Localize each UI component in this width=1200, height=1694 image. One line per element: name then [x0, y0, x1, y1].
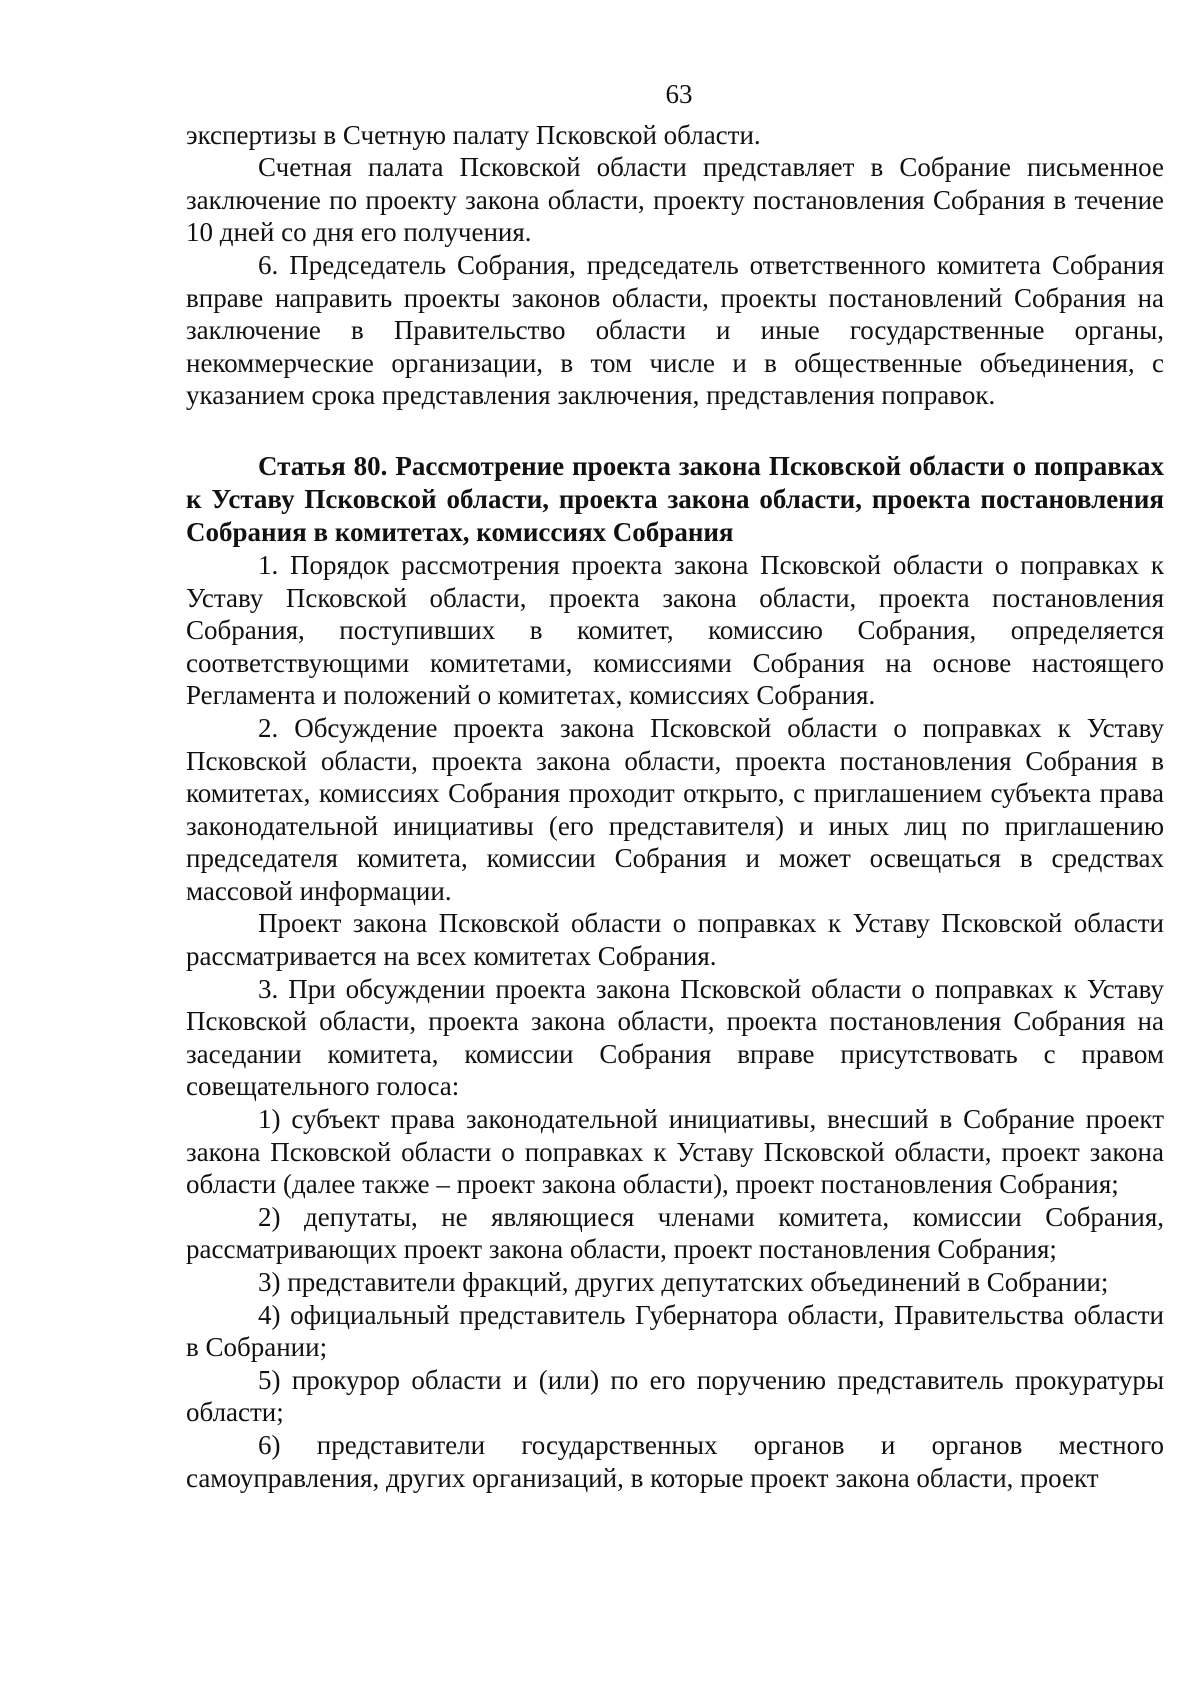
- list-item: 3) представители фракций, других депутатских объединений в Собрании;: [258, 1267, 1109, 1297]
- document-page: [186, 78, 1164, 1494]
- list-item: 2) депутаты, не являющиеся членами комитета, комиссии Собрания, рассматривающих проект закона области, проект постановления Собрания;: [186, 1201, 1164, 1265]
- article-heading: Статья 80. Рассмотрение проекта закона Псковской области о поправках к Уставу Псковской области, проекта закона области, проекта постановления Собрания в комитетах, комиссиях Собрания: [186, 450, 1164, 547]
- list-item: 1) субъект права законодательной инициативы, внесший в Собрание проект закона Псковской области о поправках к Уставу Псковской области, проект закона области (далее также – проект закона области), проект постановления Собрания;: [186, 1104, 1164, 1200]
- paragraph: 2. Обсуждение проекта закона Псковской области о поправках к Уставу Псковской области, проекта закона области, проекта постановления Собрания в комитетах, комиссиях Собрания проходит открыто, с приглашением субъекта права законодательной инициативы (его представителя) и иных лиц по приглашению председателя комитета, комиссии Собрания и может освещаться в средствах массовой информации.: [186, 712, 1164, 906]
- paragraph: 6. Председатель Собрания, председатель ответственного комитета Собрания вправе направить проекты законов области, проекты постановлений Собрания на заключение в Правительство области и иные государственные органы, некоммерческие организации, в том числе и в общественные объединения, с указанием срока представления заключения, представления поправок.: [186, 249, 1164, 411]
- list-item: 5) прокурор области и (или) по его поручению представитель прокуратуры области;: [186, 1364, 1164, 1428]
- list-item: 4) официальный представитель Губернатора области, Правительства области в Собрании;: [186, 1299, 1164, 1363]
- paragraph: экспертизы в Счетную палату Псковской области.: [186, 119, 761, 150]
- paragraph: Счетная палата Псковской области представляет в Собрание письменное заключение по проекту закона области, проекту постановления Собрания в течение 10 дней со дня его получения.: [186, 152, 1164, 248]
- paragraph: 3. При обсуждении проекта закона Псковской области о поправках к Уставу Псковской области, проекта закона области, проекта постановления Собрания на заседании комитета, комиссии Собрания вправе присутствовать с правом совещательного голоса:: [186, 973, 1164, 1102]
- paragraph: 1. Порядок рассмотрения проекта закона Псковской области о поправках к Уставу Псковской области, проекта закона области, проекта постановления Собрания, поступивших в комитет, комиссию Собрания, определяется соответствующими комитетами, комиссиями Собрания на основе настоящего Регламента и положений о комитетах, комиссиях Собрания.: [186, 549, 1164, 711]
- list-item: 6) представители государственных органов и органов местного самоуправления, других организаций, в которые проект закона области, проект: [186, 1429, 1164, 1493]
- paragraph: Проект закона Псковской области о поправках к Уставу Псковской области рассматривается на всех комитетах Собрания.: [186, 908, 1164, 972]
- page-number: 63: [665, 79, 693, 109]
